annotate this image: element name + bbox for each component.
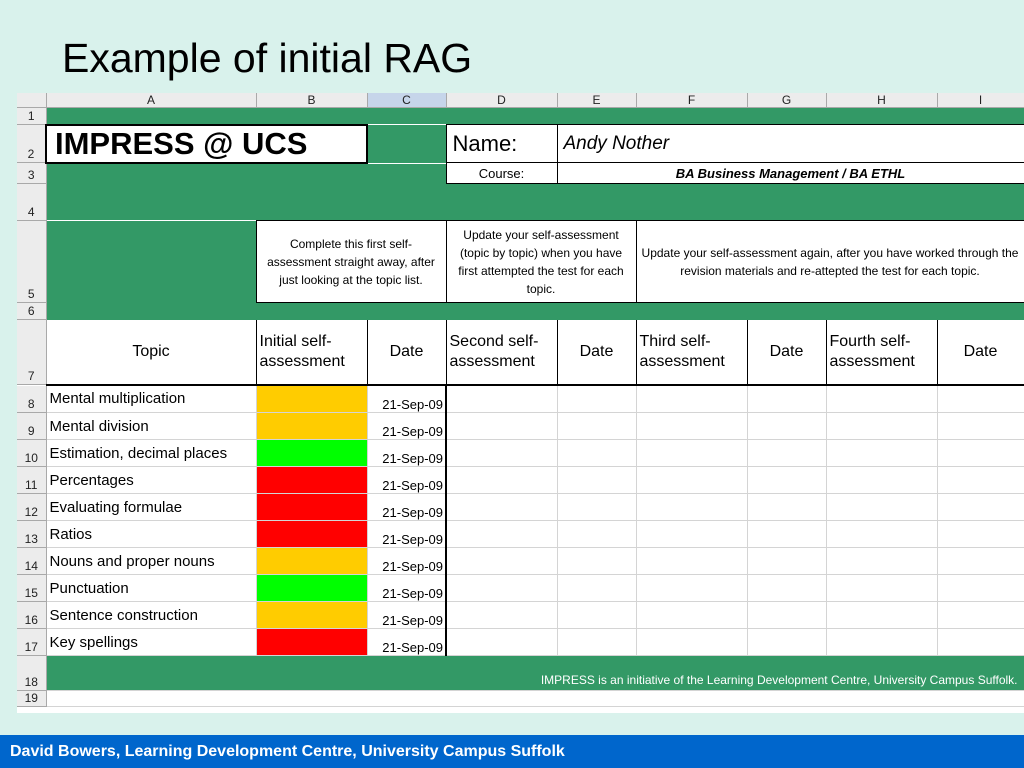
date-cell[interactable]: [937, 629, 1024, 656]
date-cell[interactable]: [557, 602, 636, 629]
third-assessment-cell[interactable]: [636, 467, 747, 494]
header-date[interactable]: Date: [367, 320, 446, 385]
date-cell[interactable]: [747, 548, 826, 575]
column-header-e[interactable]: E: [557, 93, 636, 108]
fourth-assessment-cell[interactable]: [826, 629, 937, 656]
third-assessment-cell[interactable]: [636, 629, 747, 656]
initial-rag-cell[interactable]: [256, 386, 367, 413]
topic-cell[interactable]: Estimation, decimal places: [46, 440, 256, 467]
topic-cell[interactable]: Percentages: [46, 467, 256, 494]
third-assessment-cell[interactable]: [636, 386, 747, 413]
column-header-f[interactable]: F: [636, 93, 747, 108]
column-header-i[interactable]: I: [937, 93, 1024, 108]
date-cell[interactable]: [557, 521, 636, 548]
header-topic[interactable]: Topic: [46, 320, 256, 385]
table-row: [17, 413, 1024, 440]
fourth-assessment-cell[interactable]: [826, 467, 937, 494]
fourth-assessment-cell[interactable]: [826, 575, 937, 602]
row-header[interactable]: 10: [17, 440, 46, 467]
topic-cell[interactable]: Key spellings: [46, 629, 256, 656]
row-header[interactable]: 6: [17, 303, 46, 320]
date-cell[interactable]: [747, 413, 826, 440]
header-third[interactable]: Third self-assessment: [636, 320, 747, 385]
date-cell[interactable]: [747, 602, 826, 629]
date-cell[interactable]: [557, 494, 636, 521]
empty-cell[interactable]: [46, 691, 1024, 707]
date-cell[interactable]: [557, 548, 636, 575]
date-cell[interactable]: 21-Sep-09: [367, 575, 446, 602]
date-cell[interactable]: [557, 575, 636, 602]
table-row: [17, 494, 1024, 521]
date-cell[interactable]: 21-Sep-09: [367, 386, 446, 413]
fourth-assessment-cell[interactable]: [826, 602, 937, 629]
column-header-d[interactable]: D: [446, 93, 557, 108]
initial-rag-cell[interactable]: [256, 440, 367, 467]
date-cell[interactable]: [747, 467, 826, 494]
row-header[interactable]: 14: [17, 548, 46, 575]
green-band[interactable]: [46, 184, 1024, 221]
second-assessment-cell[interactable]: [446, 521, 557, 548]
topic-cell[interactable]: Sentence construction: [46, 602, 256, 629]
date-cell[interactable]: 21-Sep-09: [367, 467, 446, 494]
green-band[interactable]: [46, 303, 1024, 320]
second-assessment-cell[interactable]: [446, 413, 557, 440]
table-row: [17, 575, 1024, 602]
footnote-cell[interactable]: IMPRESS is an initiative of the Learning Development Centre, University Campus Suffolk.: [46, 656, 1024, 691]
initial-rag-cell[interactable]: [256, 629, 367, 656]
header-initial[interactable]: Initial self-assessment: [256, 320, 367, 385]
topic-cell[interactable]: Nouns and proper nouns: [46, 548, 256, 575]
green-cell[interactable]: [367, 125, 446, 163]
date-cell[interactable]: [937, 602, 1024, 629]
third-assessment-cell[interactable]: [636, 521, 747, 548]
column-header-b[interactable]: B: [256, 93, 367, 108]
table-row: [17, 629, 1024, 656]
fourth-assessment-cell[interactable]: [826, 548, 937, 575]
initial-rag-cell[interactable]: [256, 575, 367, 602]
third-assessment-cell[interactable]: [636, 494, 747, 521]
row-header[interactable]: 4: [17, 184, 46, 221]
third-assessment-cell[interactable]: [636, 440, 747, 467]
fourth-assessment-cell[interactable]: [826, 413, 937, 440]
date-cell[interactable]: [937, 413, 1024, 440]
row-header[interactable]: 15: [17, 575, 46, 602]
date-cell[interactable]: [937, 494, 1024, 521]
initial-rag-cell[interactable]: [256, 413, 367, 440]
date-cell[interactable]: [747, 386, 826, 413]
initial-rag-cell[interactable]: [256, 494, 367, 521]
column-header-a[interactable]: A: [46, 93, 256, 108]
date-cell[interactable]: [937, 386, 1024, 413]
header-fourth[interactable]: Fourth self-assessment: [826, 320, 937, 385]
date-cell[interactable]: [747, 629, 826, 656]
table-row: [17, 602, 1024, 629]
column-header-g[interactable]: G: [747, 93, 826, 108]
date-cell[interactable]: [747, 575, 826, 602]
date-cell[interactable]: [557, 386, 636, 413]
date-cell[interactable]: 21-Sep-09: [367, 521, 446, 548]
date-cell[interactable]: 21-Sep-09: [367, 629, 446, 656]
assessment-rows[interactable]: [17, 386, 1024, 708]
date-cell[interactable]: [937, 575, 1024, 602]
date-cell[interactable]: [557, 467, 636, 494]
column-header-h[interactable]: H: [826, 93, 937, 108]
fourth-assessment-cell[interactable]: [826, 386, 937, 413]
row-header[interactable]: 11: [17, 467, 46, 494]
second-assessment-cell[interactable]: [446, 629, 557, 656]
third-assessment-cell[interactable]: [636, 413, 747, 440]
table-header-row: [17, 320, 1024, 385]
row-header[interactable]: 17: [17, 629, 46, 656]
date-cell[interactable]: [747, 494, 826, 521]
app-title-cell[interactable]: IMPRESS @ UCS: [46, 125, 367, 163]
row-header[interactable]: 12: [17, 494, 46, 521]
instruction-initial[interactable]: Complete this first self-assessment straight away, after just looking at the topic list.: [256, 221, 446, 303]
table-row: [17, 467, 1024, 494]
spreadsheet[interactable]: [17, 93, 1024, 713]
date-cell[interactable]: [557, 413, 636, 440]
topic-cell[interactable]: Ratios: [46, 521, 256, 548]
second-assessment-cell[interactable]: [446, 602, 557, 629]
table-row: [17, 386, 1024, 413]
date-cell[interactable]: 21-Sep-09: [367, 413, 446, 440]
row-header[interactable]: 9: [17, 413, 46, 440]
row-header[interactable]: 16: [17, 602, 46, 629]
green-cell[interactable]: [46, 221, 256, 303]
date-cell[interactable]: [937, 440, 1024, 467]
second-assessment-cell[interactable]: [446, 548, 557, 575]
course-value-cell[interactable]: BA Business Management / BA ETHL: [557, 163, 1024, 184]
initial-rag-cell[interactable]: [256, 602, 367, 629]
row-header[interactable]: 19: [17, 691, 46, 707]
date-cell[interactable]: [557, 629, 636, 656]
topic-cell[interactable]: Evaluating formulae: [46, 494, 256, 521]
instruction-second[interactable]: Update your self-assessment (topic by topic) when you have first attempted the test for each topic.: [446, 221, 636, 303]
slide-footer: David Bowers, Learning Development Centre, University Campus Suffolk: [0, 735, 1024, 768]
topic-cell[interactable]: Punctuation: [46, 575, 256, 602]
green-band[interactable]: [46, 108, 1024, 125]
date-cell[interactable]: [747, 440, 826, 467]
date-cell[interactable]: [557, 440, 636, 467]
header-second[interactable]: Second self-assessment: [446, 320, 557, 385]
header-date[interactable]: Date: [747, 320, 826, 385]
date-cell[interactable]: 21-Sep-09: [367, 548, 446, 575]
column-header-row: [17, 93, 1024, 108]
date-cell[interactable]: [937, 467, 1024, 494]
instruction-third-fourth[interactable]: Update your self-assessment again, after you have worked through the revision materials and re-attepted the test for each topic.: [636, 221, 1024, 303]
second-assessment-cell[interactable]: [446, 386, 557, 413]
name-value-cell[interactable]: Andy Nother: [557, 125, 1024, 163]
fourth-assessment-cell[interactable]: [826, 521, 937, 548]
course-label-cell[interactable]: Course:: [446, 163, 557, 184]
row-header[interactable]: 2: [17, 125, 46, 163]
table-row: [17, 440, 1024, 467]
row-header[interactable]: 13: [17, 521, 46, 548]
initial-rag-cell[interactable]: [256, 521, 367, 548]
date-cell[interactable]: 21-Sep-09: [367, 602, 446, 629]
column-header-c[interactable]: C: [367, 93, 446, 108]
initial-rag-cell[interactable]: [256, 467, 367, 494]
fourth-assessment-cell[interactable]: [826, 494, 937, 521]
third-assessment-cell[interactable]: [636, 602, 747, 629]
header-date[interactable]: Date: [937, 320, 1024, 385]
third-assessment-cell[interactable]: [636, 575, 747, 602]
date-cell[interactable]: 21-Sep-09: [367, 494, 446, 521]
date-cell[interactable]: [937, 548, 1024, 575]
date-cell[interactable]: [937, 521, 1024, 548]
date-cell[interactable]: 21-Sep-09: [367, 440, 446, 467]
row-header[interactable]: 7: [17, 320, 46, 385]
topic-cell[interactable]: Mental division: [46, 413, 256, 440]
initial-rag-cell[interactable]: [256, 548, 367, 575]
select-all-corner[interactable]: [17, 93, 46, 108]
second-assessment-cell[interactable]: [446, 467, 557, 494]
second-assessment-cell[interactable]: [446, 575, 557, 602]
row-header[interactable]: 1: [17, 108, 46, 125]
third-assessment-cell[interactable]: [636, 548, 747, 575]
row-header[interactable]: 3: [17, 163, 46, 184]
second-assessment-cell[interactable]: [446, 494, 557, 521]
row-header[interactable]: 18: [17, 656, 46, 691]
fourth-assessment-cell[interactable]: [826, 440, 937, 467]
row-header[interactable]: 5: [17, 221, 46, 303]
green-cell[interactable]: [46, 163, 446, 184]
topic-cell[interactable]: Mental multiplication: [46, 386, 256, 413]
header-date[interactable]: Date: [557, 320, 636, 385]
table-row: [17, 521, 1024, 548]
second-assessment-cell[interactable]: [446, 440, 557, 467]
slide-title: Example of initial RAG: [62, 35, 473, 81]
name-label-cell[interactable]: Name:: [446, 125, 557, 163]
spreadsheet-grid[interactable]: [17, 93, 1024, 386]
date-cell[interactable]: [747, 521, 826, 548]
table-row: [17, 548, 1024, 575]
row-header[interactable]: 8: [17, 386, 46, 413]
